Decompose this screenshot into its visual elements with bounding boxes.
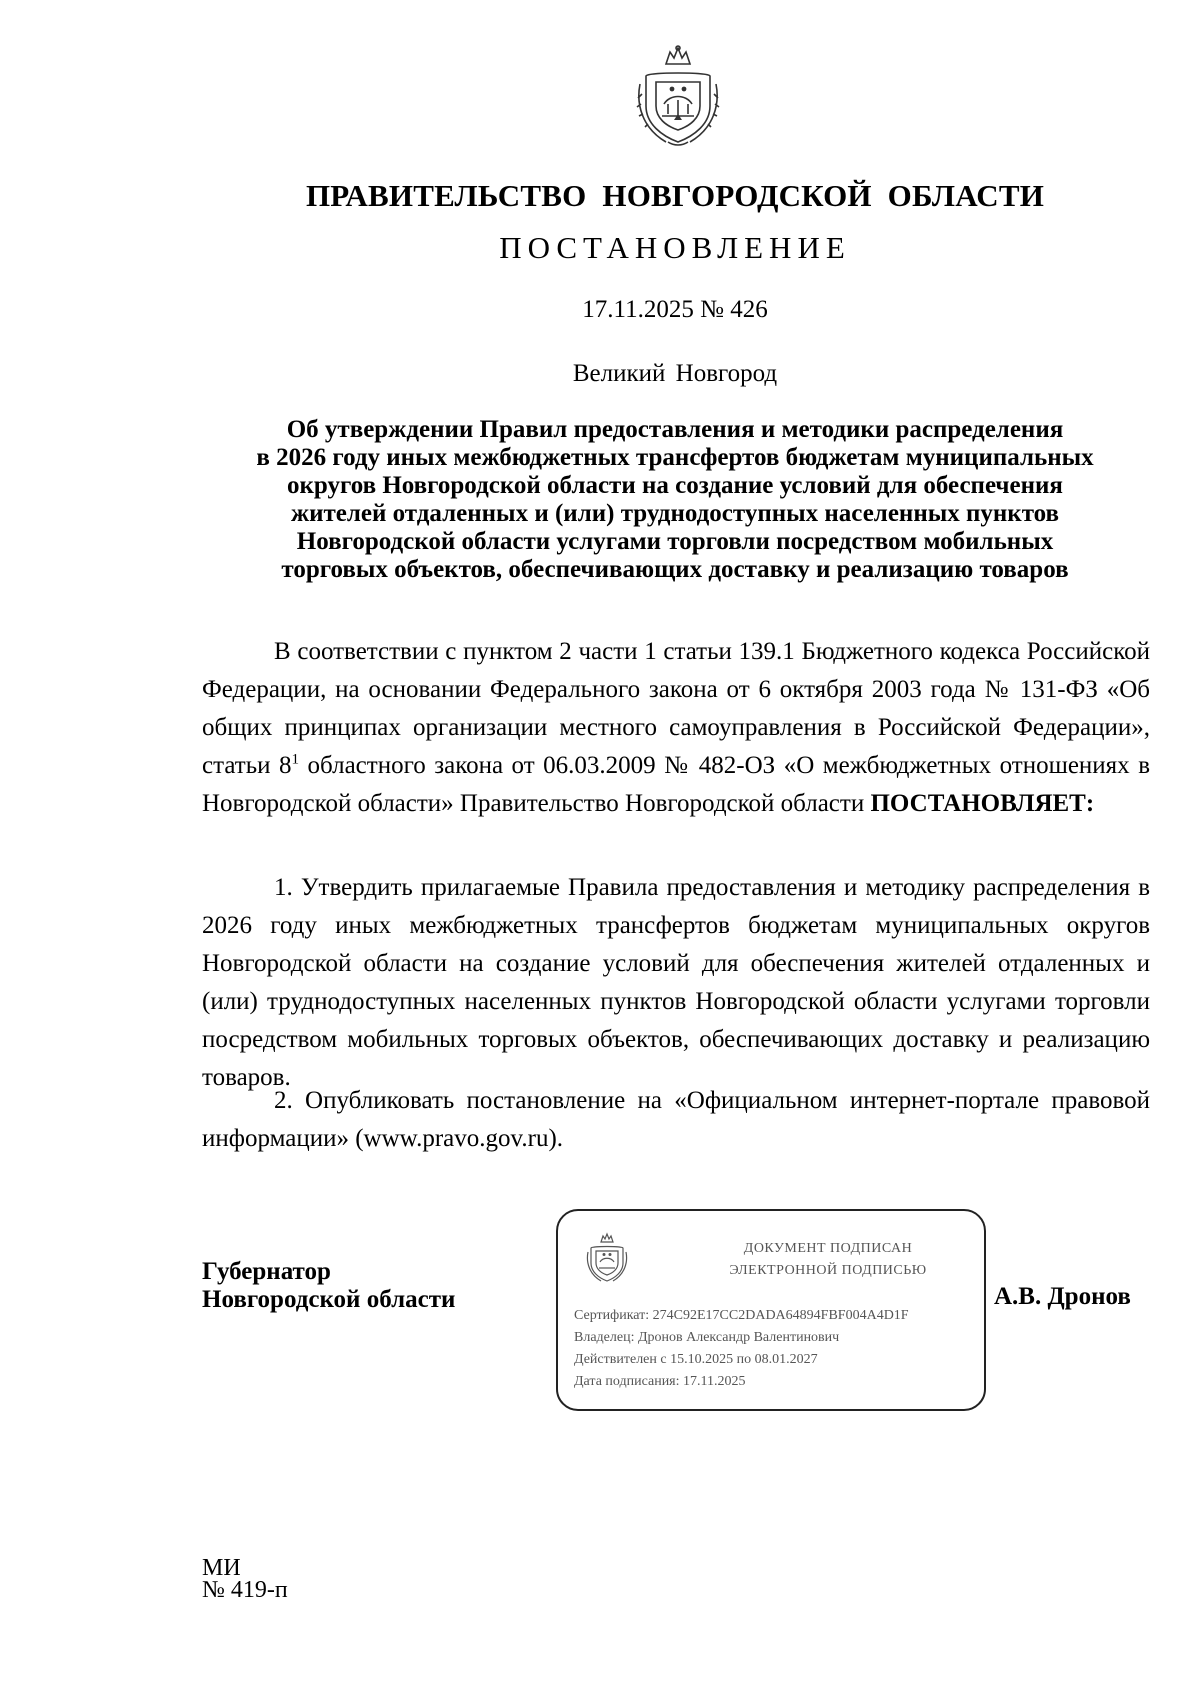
decree-word: ПОСТАНОВЛЯЕТ: xyxy=(870,790,1095,817)
footer-initials: МИ xyxy=(202,1555,241,1581)
novgorod-coat-of-arms-icon xyxy=(586,1231,628,1285)
stamp-heading xyxy=(688,1238,968,1282)
document-title xyxy=(200,416,1150,584)
preamble-paragraph xyxy=(202,633,1150,823)
validity-line: Действителен с 15.10.2025 по 08.01.2027 xyxy=(574,1352,818,1367)
item-2-text: 2. Опубликовать постановление на «Официальном интернет-портале правовой информации» (www.pravo.gov.ru). xyxy=(202,1087,1150,1152)
date-number: 17.11.2025 № 426 xyxy=(582,296,768,323)
stamp-heading-line: ЭЛЕКТРОННОЙ ПОДПИСЬЮ xyxy=(729,1263,927,1278)
preamble-text: В соответствии с пунктом 2 части 1 статьи 139.1 Бюджетного кодекса Российской Федерации, на основании Федерального закона от 6 октября 2003 года № 131-ФЗ «Об общих принципах организации местного самоуправления в Российской Федерации», статьи 8 xyxy=(202,638,1150,779)
title-line: округов Новгородской области на создание условий для обеспечения xyxy=(287,472,1063,499)
footer-number: № 419-п xyxy=(202,1577,288,1603)
sign-date-line: Дата подписания: 17.11.2025 xyxy=(574,1374,746,1389)
title-line: Об утверждении Правил предоставления и методики распределения xyxy=(286,416,1064,443)
position-line: Губернатор xyxy=(202,1258,331,1285)
title-line: Новгородской области услугами торговли посредством мобильных xyxy=(296,528,1054,555)
article-superscript: 1 xyxy=(291,751,299,768)
stamp-details xyxy=(574,1305,909,1393)
stamp-heading-line: ДОКУМЕНТ ПОДПИСАН xyxy=(743,1241,913,1256)
org-name: ПРАВИТЕЛЬСТВО НОВГОРОДСКОЙ ОБЛАСТИ xyxy=(305,178,1045,213)
signatory-position xyxy=(202,1258,455,1314)
item-2-paragraph xyxy=(202,1082,1150,1158)
signatory-name: А.В. Дронов xyxy=(994,1283,1131,1310)
e-signature-stamp xyxy=(556,1209,986,1411)
novgorod-coat-of-arms-icon xyxy=(636,44,720,148)
preamble-text-continued: областного закона от 06.03.2009 № 482-ОЗ «О межбюджетных отношениях в Новгородской области» Правительство Новгородской области xyxy=(202,752,1150,817)
title-line: жителей отдаленных и (или) труднодоступных населенных пунктов xyxy=(290,500,1060,527)
footer-reference xyxy=(202,1557,288,1601)
document-type: ПОСТАНОВЛЕНИЕ xyxy=(499,230,851,265)
item-1-text: 1. Утвердить прилагаемые Правила предоставления и методику распределения в 2026 году иных межбюджетных трансфертов бюджетам муниципальных округов Новгородской области на создание условий для обеспечения жителей отдаленных и (или) труднодоступных населенных пунктов Новгородской области услугами торговли посредством мобильных торговых объектов, обеспечивающих доставку и реализацию товаров. xyxy=(202,874,1150,1091)
position-line: Новгородской области xyxy=(202,1286,456,1313)
city: Великий Новгород xyxy=(572,360,778,387)
certificate-line: Сертификат: 274C92E17CC2DADA64894FBF004A4D1F xyxy=(574,1308,909,1323)
owner-line: Владелец: Дронов Александр Валентинович xyxy=(574,1330,840,1345)
item-1-paragraph xyxy=(202,869,1150,1097)
title-line: торговых объектов, обеспечивающих доставку и реализацию товаров xyxy=(281,556,1069,583)
title-line: в 2026 году иных межбюджетных трансфертов бюджетам муниципальных xyxy=(256,444,1094,471)
